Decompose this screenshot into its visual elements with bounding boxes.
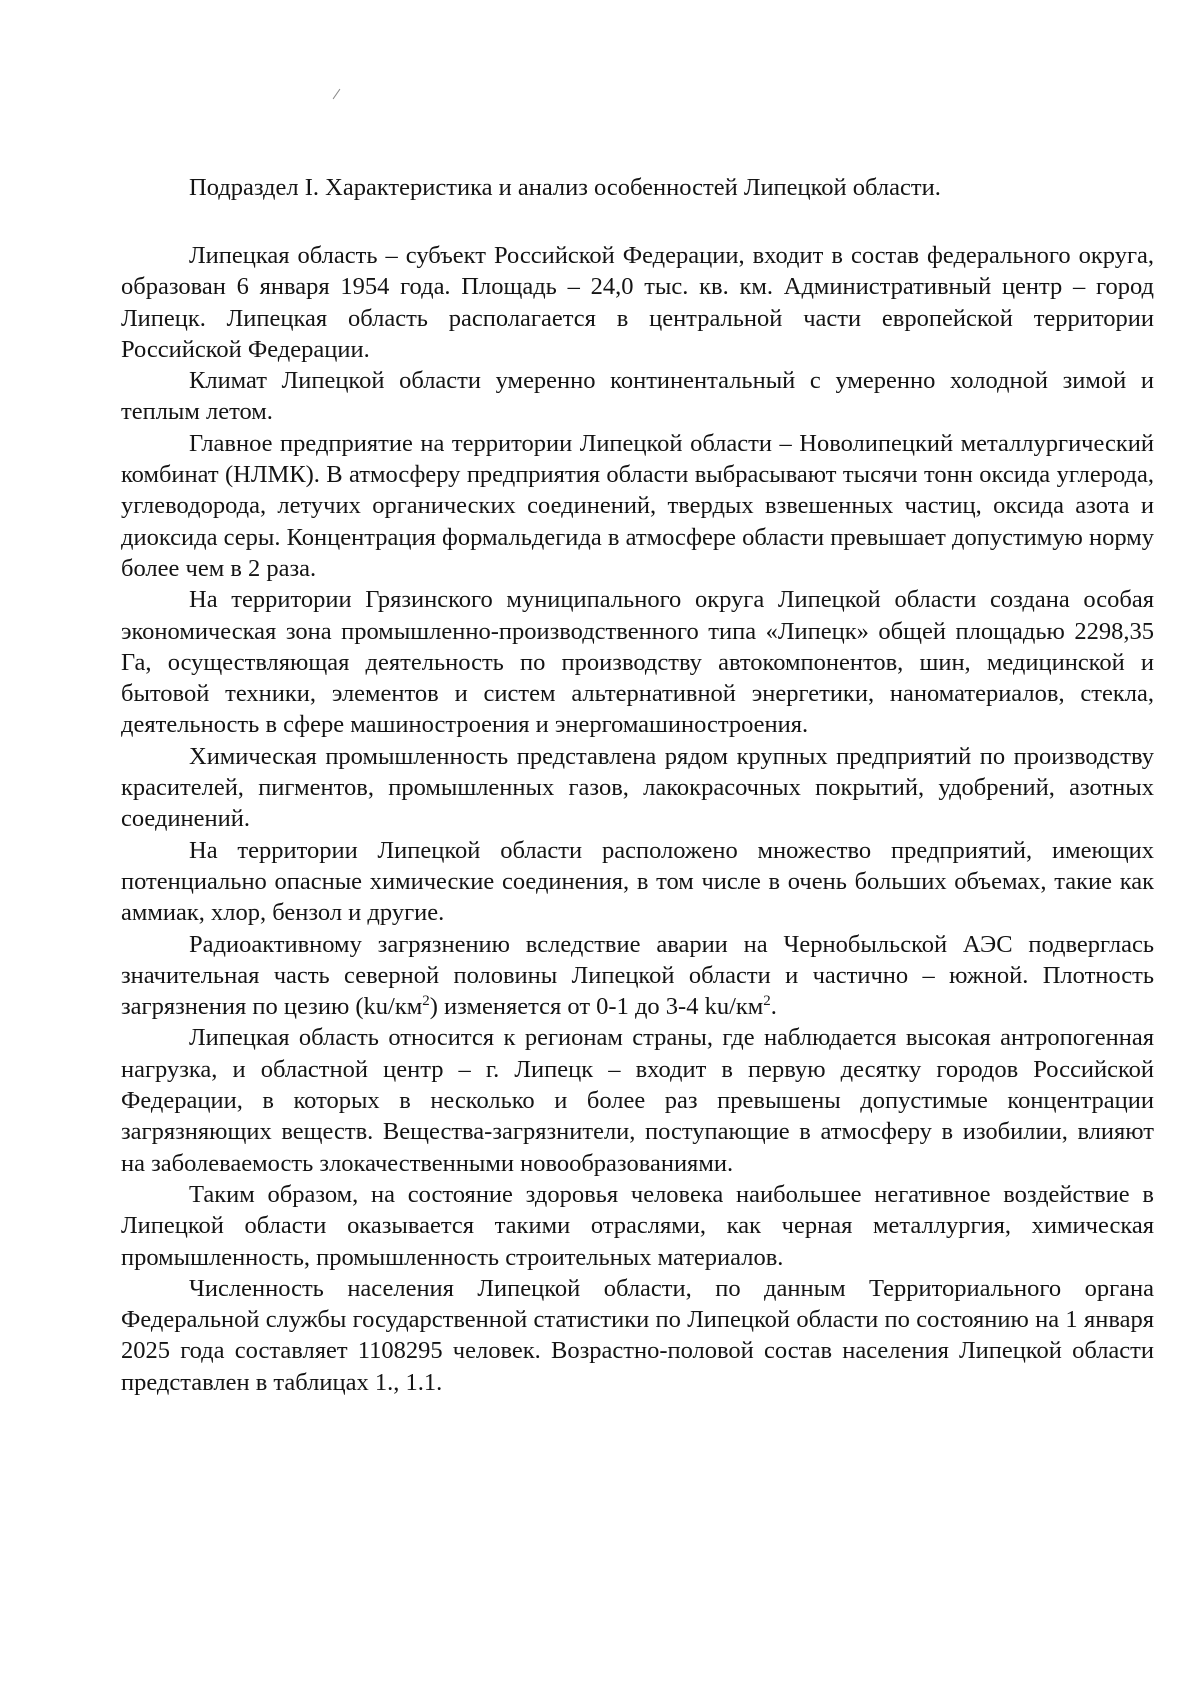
paragraph-chemical-industry: Химическая промышленность представлена рядом крупных предприятий по производству красителей, пигментов, промышленных газов, лакокрасочных покрытий, удобрений, азотных соединений.: [121, 742, 1154, 833]
superscript-2: 2: [422, 993, 430, 1010]
paragraph-economic-zone: На территории Грязинского муниципального округа Липецкой области создана особая экономическая зона промышленно-производственного типа «Липецк» общей площадью 2298,35 Га, осуществляющая деятельность по производству автокомпонентов, шин, медицинской и бытовой техники, элементов и систем альтернативной энергетики, наноматериалов, стекла, деятельность в сфере машиностроения и энергомашиностроения.: [121, 586, 1154, 739]
scan-mark: [333, 89, 341, 99]
paragraph-hazardous-substances: На территории Липецкой области расположено множество предприятий, имеющих потенциально опасные химические соединения, в том числе в очень больших объемах, такие как аммиак, хлор, бензол и другие.: [121, 836, 1154, 927]
radiation-text-middle: ) изменяется от 0-1 до 3-4 ku/км: [429, 993, 764, 1021]
paragraph-climate: Климат Липецкой области умеренно континентальный с умеренно холодной зимой и теплым летом.: [121, 367, 1154, 426]
paragraph-nlmk: Главное предприятие на территории Липецкой области – Новолипецкий металлургический комбинат (НЛМК). В атмосферу предприятия области выбрасывают тысячи тонн оксида углерода, углеводорода, летучих органических соединений, твердых взвешенных частиц, оксида азота и диоксида серы. Концентрация формальдегида в атмосфере области превышает допустимую норму более чем в 2 раза.: [121, 429, 1154, 582]
document-body: [121, 240, 1154, 1398]
radiation-text-before: Радиоактивному загрязнению вследствие аварии на Чернобыльской АЭС подверглась значительная часть северной половины Липецкой области и частично – южной. Плотность загрязнения по цезию (ku/км: [121, 930, 1154, 1021]
paragraph-radiation: [121, 929, 1154, 1023]
paragraph-health-impact: Таким образом, на состояние здоровья человека наибольшее негативное воздействие в Липецкой области оказывается такими отраслями, как черная металлургия, химическая промышленность, промышленность строительных материалов.: [121, 1180, 1154, 1271]
superscript-2: 2: [763, 993, 771, 1010]
paragraph-population: Численность населения Липецкой области, по данным Территориального органа Федеральной службы государственной статистики по Липецкой области по состоянию на 1 января 2025 года составляет 1108295 человек. Возрастно-половой состав населения Липецкой области представлен в таблицах 1., 1.1.: [121, 1274, 1154, 1396]
section-heading: Подраздел I. Характеристика и анализ особенностей Липецкой области.: [189, 174, 941, 201]
paragraph-region-overview: Липецкая область – субъект Российской Федерации, входит в состав федерального округа, образован 6 января 1954 года. Площадь – 24,0 тыс. кв. км. Административный центр – город Липецк. Липецкая область располагается в центральной части европейской территории Российской Федерации.: [121, 242, 1154, 363]
paragraph-anthropogenic-load: Липецкая область относится к регионам страны, где наблюдается высокая антропогенная нагрузка, и областной центр – г. Липецк – входит в первую десятку городов Российской Федерации, в которых в несколько и более раз превышены допустимые концентрации загрязняющих веществ. Вещества-загрязнители, поступающие в атмосферу в изобилии, влияют на заболеваемость злокачественными новообразованиями.: [121, 1024, 1154, 1177]
radiation-text-after: .: [770, 993, 777, 1021]
